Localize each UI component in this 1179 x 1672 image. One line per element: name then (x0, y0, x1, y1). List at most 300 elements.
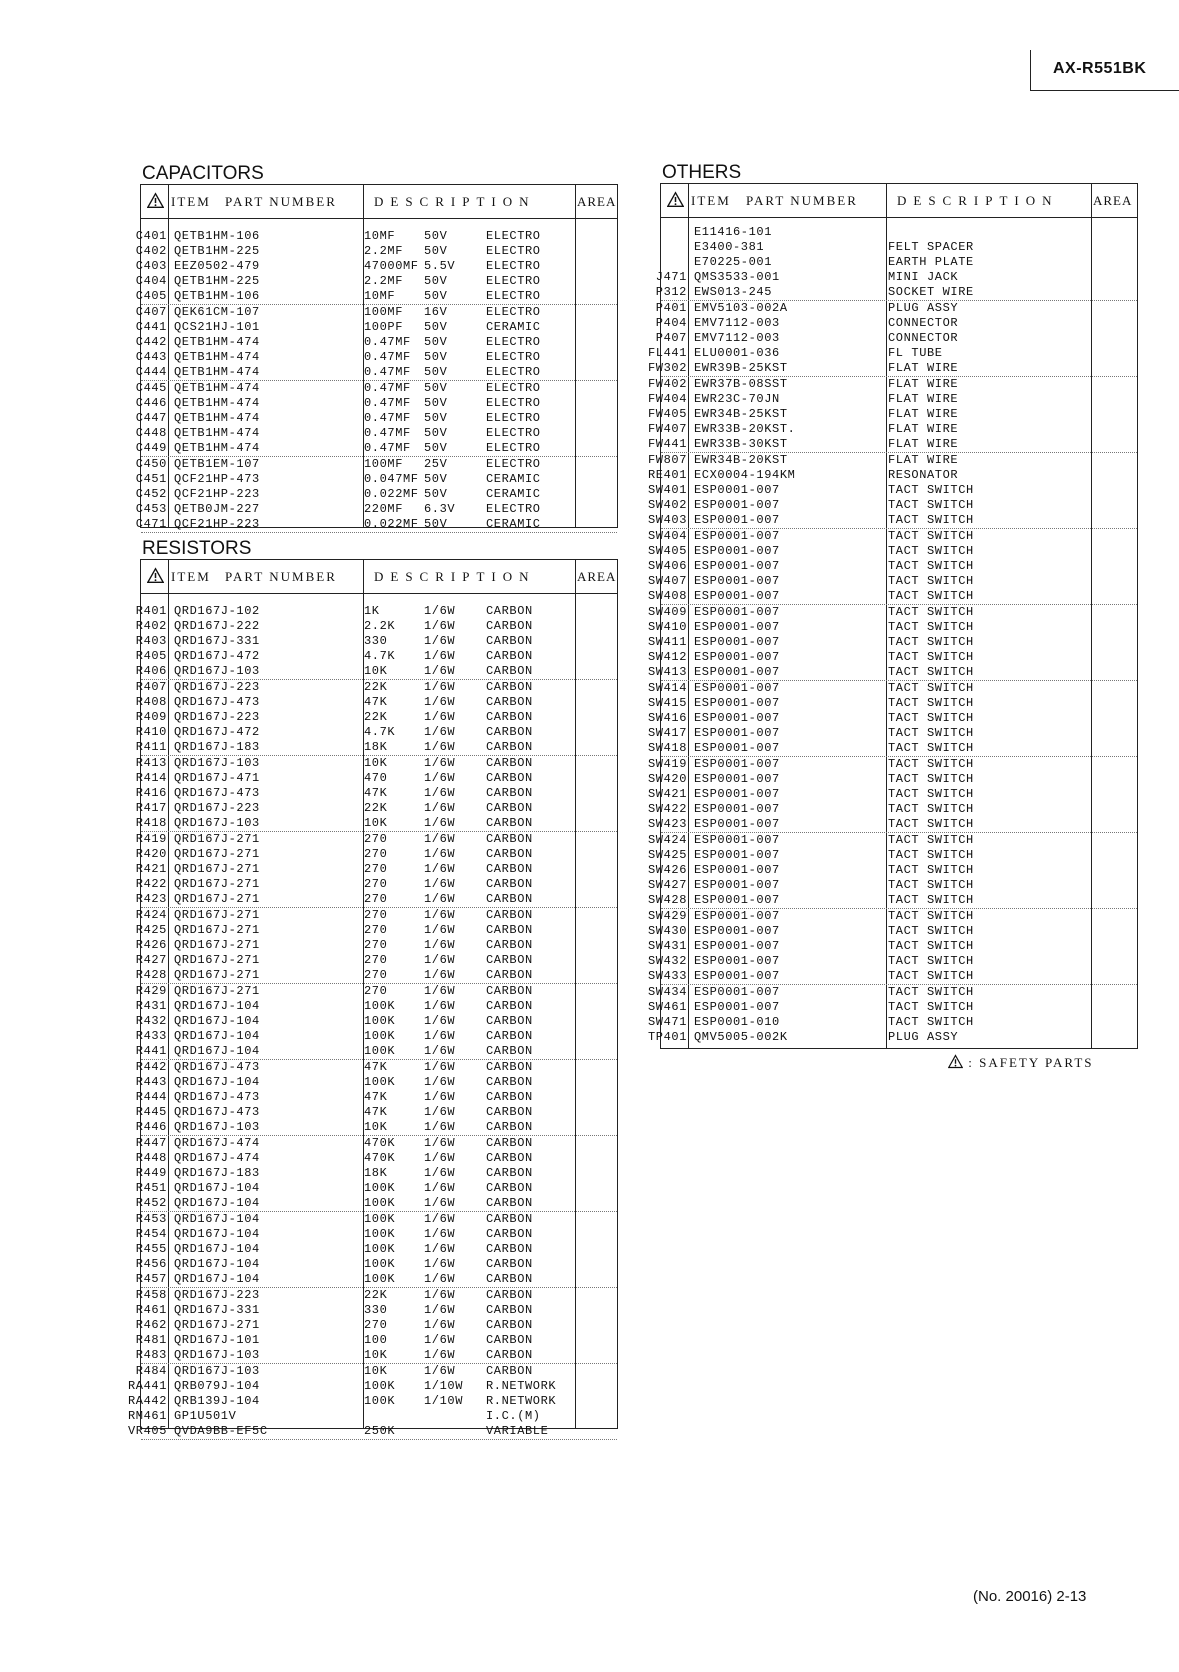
cell-item: SW461 (647, 1000, 687, 1014)
table-row (135, 1136, 617, 1151)
table-row (135, 1288, 617, 1303)
cell-type: CARBON (486, 1120, 533, 1134)
cell-part-number: ESP0001-007 (694, 589, 780, 603)
cell-description: TACT SWITCH (888, 650, 974, 664)
cell-part-number: QRD167J-271 (174, 938, 260, 952)
table-row (135, 923, 617, 938)
table-row (135, 664, 617, 680)
cell-description: TACT SWITCH (888, 757, 974, 771)
cell-item: C441 (135, 320, 167, 334)
cell-part-number: QETB1EM-107 (174, 457, 260, 471)
cell-item: C448 (135, 426, 167, 440)
cell-value: 18K (364, 740, 388, 754)
cell-description: TACT SWITCH (888, 544, 974, 558)
table-row (135, 365, 617, 381)
cell-description: FL TUBE (888, 346, 943, 360)
cell-value: 10K (364, 816, 388, 830)
cell-description: FLAT WIRE (888, 453, 959, 467)
table-row (647, 529, 1137, 544)
cell-item: R421 (135, 862, 167, 876)
table-row (135, 457, 617, 472)
cell-description: TACT SWITCH (888, 696, 974, 710)
cell-value: 100MF (364, 457, 404, 471)
cell-item: C405 (135, 289, 167, 303)
cell-rating: 1/10W (424, 1379, 464, 1393)
table-row (135, 832, 617, 847)
header-part-number: PART NUMBER (746, 193, 858, 208)
cell-value: 470K (364, 1136, 396, 1150)
cell-description: TACT SWITCH (888, 483, 974, 497)
cell-description: CONNECTOR (888, 316, 959, 330)
cell-item: VR405 (127, 1424, 167, 1438)
table-header (141, 560, 617, 594)
cell-item: C402 (135, 244, 167, 258)
cell-part-number: E11416-101 (694, 225, 773, 239)
cell-type: ELECTRO (486, 259, 541, 273)
cell-part-number: QRD167J-183 (174, 740, 260, 754)
cell-rating: 1/6W (424, 1136, 456, 1150)
cell-part-number: EMV7112-003 (694, 331, 780, 345)
cell-type: CARBON (486, 695, 533, 709)
cell-item: C471 (135, 517, 167, 531)
cell-value: 22K (364, 710, 388, 724)
model-label-box (1030, 50, 1179, 91)
cell-value: 100K (364, 1379, 396, 1393)
cell-item: R417 (135, 801, 167, 815)
cell-item: SW408 (647, 589, 687, 603)
cell-rating: 1/6W (424, 832, 456, 846)
cell-rating: 5.5V (424, 259, 456, 273)
cell-type: CERAMIC (486, 320, 541, 334)
cell-type: R.NETWORK (486, 1394, 557, 1408)
cell-rating: 1/6W (424, 877, 456, 891)
cell-type: CARBON (486, 725, 533, 739)
cell-value: 0.47MF (364, 335, 411, 349)
cell-value: 100MF (364, 305, 404, 319)
cell-part-number: GP1U501V (174, 1409, 237, 1423)
cell-rating: 1/6W (424, 968, 456, 982)
cell-type: CARBON (486, 847, 533, 861)
cell-item: SW409 (647, 605, 687, 619)
cell-item: R444 (135, 1090, 167, 1104)
cell-part-number: QRD167J-104 (174, 1242, 260, 1256)
cell-part-number: ESP0001-007 (694, 650, 780, 664)
cell-item: R413 (135, 756, 167, 770)
cell-description: TACT SWITCH (888, 969, 974, 983)
cell-part-number: QMS3533-001 (694, 270, 780, 284)
cell-rating: 1/6W (424, 1044, 456, 1058)
table-row (135, 1257, 617, 1272)
cell-type: CARBON (486, 968, 533, 982)
cell-value: 0.022MF (364, 517, 419, 531)
table-row (647, 1000, 1137, 1015)
table-row (647, 605, 1137, 620)
cell-part-number: EWS013-245 (694, 285, 773, 299)
cell-value: 10MF (364, 229, 396, 243)
cell-type: CARBON (486, 1044, 533, 1058)
cell-part-number: ESP0001-007 (694, 878, 780, 892)
table-row (135, 892, 617, 908)
cell-item: R458 (135, 1288, 167, 1302)
cell-part-number: QRD167J-103 (174, 756, 260, 770)
cell-type: CARBON (486, 1212, 533, 1226)
cell-description: FLAT WIRE (888, 422, 959, 436)
cell-value: 0.47MF (364, 426, 411, 440)
cell-part-number: QRD167J-104 (174, 1181, 260, 1195)
table-row (647, 802, 1137, 817)
cell-value: 100K (364, 1242, 396, 1256)
cell-part-number: ESP0001-007 (694, 772, 780, 786)
cell-item: SW425 (647, 848, 687, 862)
cell-rating: 1/6W (424, 1333, 456, 1347)
cell-value: 47K (364, 1090, 388, 1104)
cell-item: R408 (135, 695, 167, 709)
cell-item: SW427 (647, 878, 687, 892)
table-row (135, 877, 617, 892)
cell-rating: 1/6W (424, 1060, 456, 1074)
cell-value: 22K (364, 680, 388, 694)
cell-rating: 50V (424, 350, 448, 364)
cell-value: 270 (364, 923, 388, 937)
cell-rating: 6.3V (424, 502, 456, 516)
cell-type: CARBON (486, 1029, 533, 1043)
cell-rating: 1/6W (424, 634, 456, 648)
cell-rating: 50V (424, 244, 448, 258)
cell-value: 330 (364, 634, 388, 648)
cell-part-number: ESP0001-007 (694, 696, 780, 710)
cell-type: CARBON (486, 1151, 533, 1165)
cell-description: TACT SWITCH (888, 985, 974, 999)
cell-rating: 1/6W (424, 984, 456, 998)
cell-part-number: ESP0001-007 (694, 726, 780, 740)
cell-part-number: QCF21HP-223 (174, 487, 260, 501)
cell-type: CARBON (486, 953, 533, 967)
cell-description: TACT SWITCH (888, 924, 974, 938)
cell-part-number: QRD167J-271 (174, 847, 260, 861)
cell-item: C451 (135, 472, 167, 486)
cell-item: C446 (135, 396, 167, 410)
cell-rating: 1/6W (424, 816, 456, 830)
cell-item: R448 (135, 1151, 167, 1165)
table-row (647, 985, 1137, 1000)
cell-part-number: QRD167J-474 (174, 1151, 260, 1165)
cell-value: 1K (364, 604, 380, 618)
table-row (135, 938, 617, 953)
cell-rating: 1/6W (424, 1075, 456, 1089)
cell-type: CARBON (486, 816, 533, 830)
cell-item: C445 (135, 381, 167, 395)
cell-part-number: QRD167J-223 (174, 680, 260, 694)
cell-item: RA442 (127, 1394, 167, 1408)
cell-item: RM461 (127, 1409, 167, 1423)
table-row (135, 1333, 617, 1348)
cell-value: 47K (364, 786, 388, 800)
cell-part-number: QCF21HP-223 (174, 517, 260, 531)
cell-value: 100K (364, 1181, 396, 1195)
table-row (647, 757, 1137, 772)
header-description: DESCRIPTION (897, 193, 1059, 208)
cell-item: SW431 (647, 939, 687, 953)
cell-part-number: QRD167J-271 (174, 892, 260, 906)
table-row (135, 487, 617, 502)
cell-item: R427 (135, 953, 167, 967)
cell-type: VARIABLE (486, 1424, 549, 1438)
cell-part-number: QRD167J-104 (174, 1014, 260, 1028)
cell-item: R452 (135, 1196, 167, 1210)
cell-type: ELECTRO (486, 229, 541, 243)
cell-part-number: QETB1HM-474 (174, 335, 260, 349)
table-row (135, 740, 617, 756)
cell-item: SW401 (647, 483, 687, 497)
cell-item: J471 (655, 270, 687, 284)
table-row (647, 909, 1137, 924)
cell-rating: 50V (424, 517, 448, 531)
cell-part-number: EWR23C-70JN (694, 392, 780, 406)
cell-item: R431 (135, 999, 167, 1013)
cell-item: R449 (135, 1166, 167, 1180)
cell-type: CARBON (486, 1272, 533, 1286)
cell-item: R424 (135, 908, 167, 922)
cell-rating: 1/6W (424, 649, 456, 663)
cell-item: SW415 (647, 696, 687, 710)
cell-item: P401 (655, 301, 687, 315)
cell-item: RE401 (647, 468, 687, 482)
cell-part-number: EWR34B-20KST (694, 453, 788, 467)
cell-part-number: ESP0001-007 (694, 985, 780, 999)
cell-description: TACT SWITCH (888, 939, 974, 953)
cell-rating: 1/6W (424, 999, 456, 1013)
table-row (135, 680, 617, 695)
cell-type: CARBON (486, 634, 533, 648)
cell-part-number: QRD167J-223 (174, 801, 260, 815)
cell-part-number: EEZ0502-479 (174, 259, 260, 273)
table-row (647, 726, 1137, 741)
cell-rating: 50V (424, 365, 448, 379)
cell-item: R441 (135, 1044, 167, 1058)
cell-type: CARBON (486, 999, 533, 1013)
cell-value: 0.47MF (364, 441, 411, 455)
cell-item: SW428 (647, 893, 687, 907)
cell-item: C442 (135, 335, 167, 349)
header-item: ITEM (171, 569, 211, 584)
cell-item: R405 (135, 649, 167, 663)
cell-part-number: QETB1HM-474 (174, 350, 260, 364)
cell-part-number: ESP0001-007 (694, 741, 780, 755)
table-row (647, 392, 1137, 407)
cell-item: SW426 (647, 863, 687, 877)
table-row (135, 1242, 617, 1257)
cell-item: SW432 (647, 954, 687, 968)
cell-rating: 1/6W (424, 771, 456, 785)
table-row (655, 285, 1137, 301)
cell-part-number: ESP0001-007 (694, 620, 780, 634)
cell-value: 22K (364, 801, 388, 815)
cell-part-number: QRD167J-473 (174, 1105, 260, 1119)
table-row (135, 396, 617, 411)
cell-type: CERAMIC (486, 472, 541, 486)
header-area: AREA (577, 569, 617, 584)
cell-item: SW418 (647, 741, 687, 755)
cell-part-number: QETB1HM-225 (174, 244, 260, 258)
table-row (647, 939, 1137, 954)
table-row (135, 1227, 617, 1242)
cell-item: R416 (135, 786, 167, 800)
table-row (135, 502, 617, 517)
cell-type: CARBON (486, 1348, 533, 1362)
cell-rating: 50V (424, 289, 448, 303)
cell-rating: 1/6W (424, 1166, 456, 1180)
cell-item: R456 (135, 1257, 167, 1271)
cell-item: SW416 (647, 711, 687, 725)
cell-rating: 1/6W (424, 1014, 456, 1028)
cell-type: CARBON (486, 1364, 533, 1378)
table-row (127, 1424, 617, 1440)
table-row (647, 544, 1137, 559)
cell-part-number: ESP0001-007 (694, 574, 780, 588)
cell-value: 100K (364, 1196, 396, 1210)
cell-value: 270 (364, 953, 388, 967)
cell-rating: 50V (424, 426, 448, 440)
resistors-rows (127, 604, 617, 1440)
cell-item: R420 (135, 847, 167, 861)
cell-part-number: QETB1HM-474 (174, 396, 260, 410)
safety-parts-text: : SAFETY PARTS (968, 1055, 1094, 1070)
cell-type: CARBON (486, 664, 533, 678)
cell-part-number: QCF21HP-473 (174, 472, 260, 486)
table-row (135, 1120, 617, 1136)
cell-rating: 1/6W (424, 1272, 456, 1286)
cell-part-number: ESP0001-007 (694, 848, 780, 862)
cell-part-number: ESP0001-007 (694, 711, 780, 725)
cell-rating: 1/6W (424, 1348, 456, 1362)
table-row (135, 771, 617, 786)
cell-type: CARBON (486, 1060, 533, 1074)
cell-description: TACT SWITCH (888, 909, 974, 923)
cell-description: FLAT WIRE (888, 407, 959, 421)
cell-part-number: QVDA9BB-EF5C (174, 1424, 268, 1438)
others-rows (647, 225, 1137, 1045)
table-row (135, 725, 617, 740)
cell-type: CARBON (486, 771, 533, 785)
cell-item: R406 (135, 664, 167, 678)
cell-part-number: QRD167J-104 (174, 1212, 260, 1226)
cell-rating: 1/6W (424, 1303, 456, 1317)
table-row (135, 411, 617, 426)
cell-part-number: E3400-381 (694, 240, 765, 254)
cell-value: 470 (364, 771, 388, 785)
cell-item: R442 (135, 1060, 167, 1074)
cell-item: R447 (135, 1136, 167, 1150)
cell-type: CARBON (486, 1014, 533, 1028)
table-row (135, 649, 617, 664)
cell-type: CARBON (486, 680, 533, 694)
cell-part-number: QRB139J-104 (174, 1394, 260, 1408)
cell-description: FLAT WIRE (888, 392, 959, 406)
cell-item: R462 (135, 1318, 167, 1332)
cell-description: TACT SWITCH (888, 833, 974, 847)
model-number: AX-R551BK (1053, 60, 1147, 77)
cell-part-number: ESP0001-007 (694, 954, 780, 968)
cell-part-number: QRD167J-104 (174, 1044, 260, 1058)
table-row (647, 513, 1137, 529)
cell-item: R429 (135, 984, 167, 998)
cell-part-number: EWR34B-25KST (694, 407, 788, 421)
cell-value: 47K (364, 1105, 388, 1119)
cell-value: 47K (364, 1060, 388, 1074)
cell-type: CARBON (486, 1105, 533, 1119)
cell-item: SW417 (647, 726, 687, 740)
cell-part-number: QETB1HM-106 (174, 229, 260, 243)
cell-value: 270 (364, 847, 388, 861)
table-row (647, 635, 1137, 650)
cell-part-number: ECX0004-194KM (694, 468, 796, 482)
cell-type: CARBON (486, 1227, 533, 1241)
table-row (647, 377, 1137, 392)
cell-part-number: QRD167J-271 (174, 908, 260, 922)
table-row (135, 1044, 617, 1060)
cell-description: SOCKET WIRE (888, 285, 974, 299)
safety-warning-icon (147, 192, 164, 209)
cell-part-number: QRD167J-103 (174, 816, 260, 830)
cell-part-number: ESP0001-007 (694, 863, 780, 877)
cell-value: 270 (364, 877, 388, 891)
table-row (647, 589, 1137, 605)
cell-description: TACT SWITCH (888, 498, 974, 512)
cell-part-number: ESP0001-007 (694, 559, 780, 573)
cell-description: PLUG ASSY (888, 1030, 959, 1044)
cell-part-number: QRD167J-103 (174, 1120, 260, 1134)
capacitors-rows (135, 229, 617, 533)
table-row (135, 1014, 617, 1029)
table-row (655, 316, 1137, 331)
table-row (655, 270, 1137, 285)
cell-part-number: QRD167J-271 (174, 862, 260, 876)
cell-item: R422 (135, 877, 167, 891)
cell-description: TACT SWITCH (888, 635, 974, 649)
cell-value: 2.2MF (364, 274, 404, 288)
cell-part-number: QRD167J-271 (174, 953, 260, 967)
table-row (135, 335, 617, 350)
cell-rating: 50V (424, 411, 448, 425)
table-row (661, 225, 1137, 240)
header-area: AREA (577, 194, 617, 209)
cell-item: R414 (135, 771, 167, 785)
table-row (135, 1075, 617, 1090)
cell-description: TACT SWITCH (888, 574, 974, 588)
cell-part-number: QRD167J-183 (174, 1166, 260, 1180)
header-area: AREA (1093, 193, 1133, 208)
cell-item: SW411 (647, 635, 687, 649)
cell-type: ELECTRO (486, 274, 541, 288)
cell-part-number: ESP0001-007 (694, 681, 780, 695)
capacitors-title: CAPACITORS (142, 163, 264, 184)
cell-item: P404 (655, 316, 687, 330)
cell-rating: 50V (424, 335, 448, 349)
cell-type: ELECTRO (486, 396, 541, 410)
cell-type: CARBON (486, 1181, 533, 1195)
cell-type: CARBON (486, 862, 533, 876)
cell-part-number: E70225-001 (694, 255, 773, 269)
cell-part-number: QRD167J-102 (174, 604, 260, 618)
cell-description: TACT SWITCH (888, 863, 974, 877)
cell-part-number: QRD167J-472 (174, 725, 260, 739)
header-description: DESCRIPTION (374, 194, 536, 209)
table-row (135, 1212, 617, 1227)
table-row (647, 559, 1137, 574)
cell-value: 4.7K (364, 725, 396, 739)
cell-part-number: QRD167J-101 (174, 1333, 260, 1347)
table-row (647, 453, 1137, 468)
